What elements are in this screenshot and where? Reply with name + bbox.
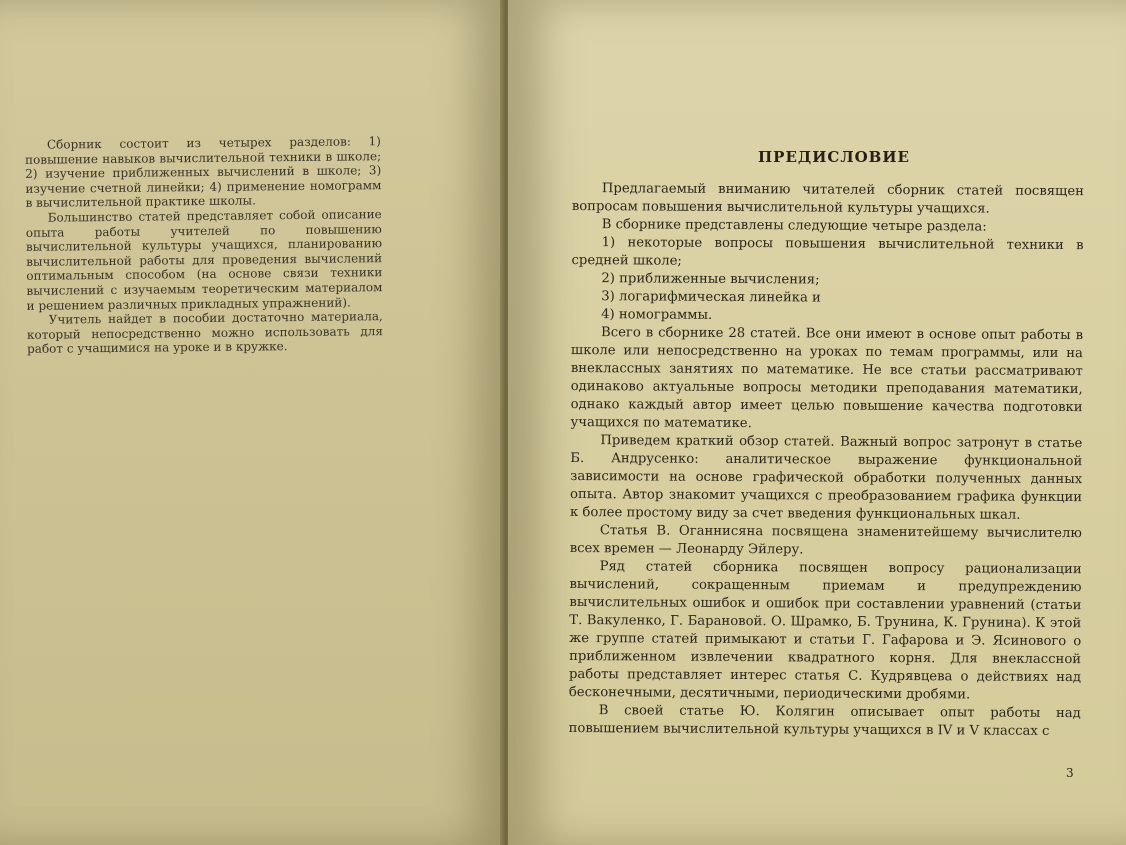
left-paragraph: Сборник состоит из четырех разделов: 1) повышение навыков вычислительной техники в школе; 2) изучение приближенных вычислений в школе; 3) изучение счетной линейки; 4) применение номограмм в вычислительной практике школы. (25, 134, 382, 211)
body-paragraph: Приведем краткий обзор статей. Важный вопрос затронут в статье Б. Андрусенко: аналитическое выражение функциональной зависимости на основе графической обработки полученных данных опыта. Автор знакомит учащихся с преобразованием графика функции к более простому виду за счет введения функциональных шкал. (569, 433, 1083, 523)
body-paragraph: Статья В. Оганнисяна посвящена знаменитейшему вычислителю всех времен — Леонарду Эйлеру. (569, 523, 1082, 558)
list-item: 3) логарифмическая линейка и (601, 289, 821, 306)
list-item: 1) некоторые вопросы повышения вычислительной техники в средней школе; (571, 235, 1084, 269)
page-title: ПРЕДИСЛОВИЕ (758, 148, 910, 166)
body-paragraph: В сборнике представлены следующие четыре раздела: (601, 217, 987, 235)
list-item: 2) приближенные вычисления; (601, 271, 820, 288)
body-paragraph: Ряд статей сборника посвящен вопросу рационализации вычислений, сокращенным приемам и предупреждению вычислительных ошибок и ошибок при составлении уравнений (статьи Т. Вакуленко, Г. Барановой. О. Шрамко, Б. Трунина, К. Грунина). К этой же группе статей примыкают и статьи Г. Гафарова и Э. Ясинового о приближенном извлечении квадратного корня. Для внеклассной работы представляет интерес статья С. Кудрявцева о действиях над бесконечными, десятичными, периодическими дробями. (568, 559, 1082, 703)
left-paragraph: Большинство статей представляет собой описание опыта работы учителей по повышению вычислительной культуры учащихся, планированию вычислительной работы для проведения вычислений оптимальным способом (на основе связи техники вычислений с изучаемым теоретическим материалом и решением различных прикладных упражнений). (25, 207, 383, 313)
left-paragraph: Учитель найдет в пособии достаточно материала, который непосредственно можно использовать для работ с учащимися на уроке и в кружке. (26, 309, 383, 357)
preface-body (569, 180, 1084, 741)
body-paragraph: В своей статье Ю. Колягин описывает опыт работы над повышением вычислительной культуры учащихся в IV и V классах с (568, 703, 1081, 739)
left-page-annotation (25, 134, 383, 357)
body-paragraph: Всего в сборнике 28 статей. Все они имеют в основе опыт работы в школе или непосредственно на уроках по темам программы, или на внеклассных занятиях по математике. Не все статьи рассматривают одинаково актуальные вопросы методики преподавания математики, однако каждый автор имеет целью повышение качества подготовки учащихся по математике. (570, 325, 1084, 432)
left-page (0, 0, 505, 845)
body-paragraph: Предлагаемый вниманию читателей сборник статей посвящен вопросам повышения вычислительной культуры учащихся. (571, 181, 1084, 217)
page-number: 3 (1066, 766, 1074, 780)
list-item: 4) номограммы. (601, 307, 713, 323)
